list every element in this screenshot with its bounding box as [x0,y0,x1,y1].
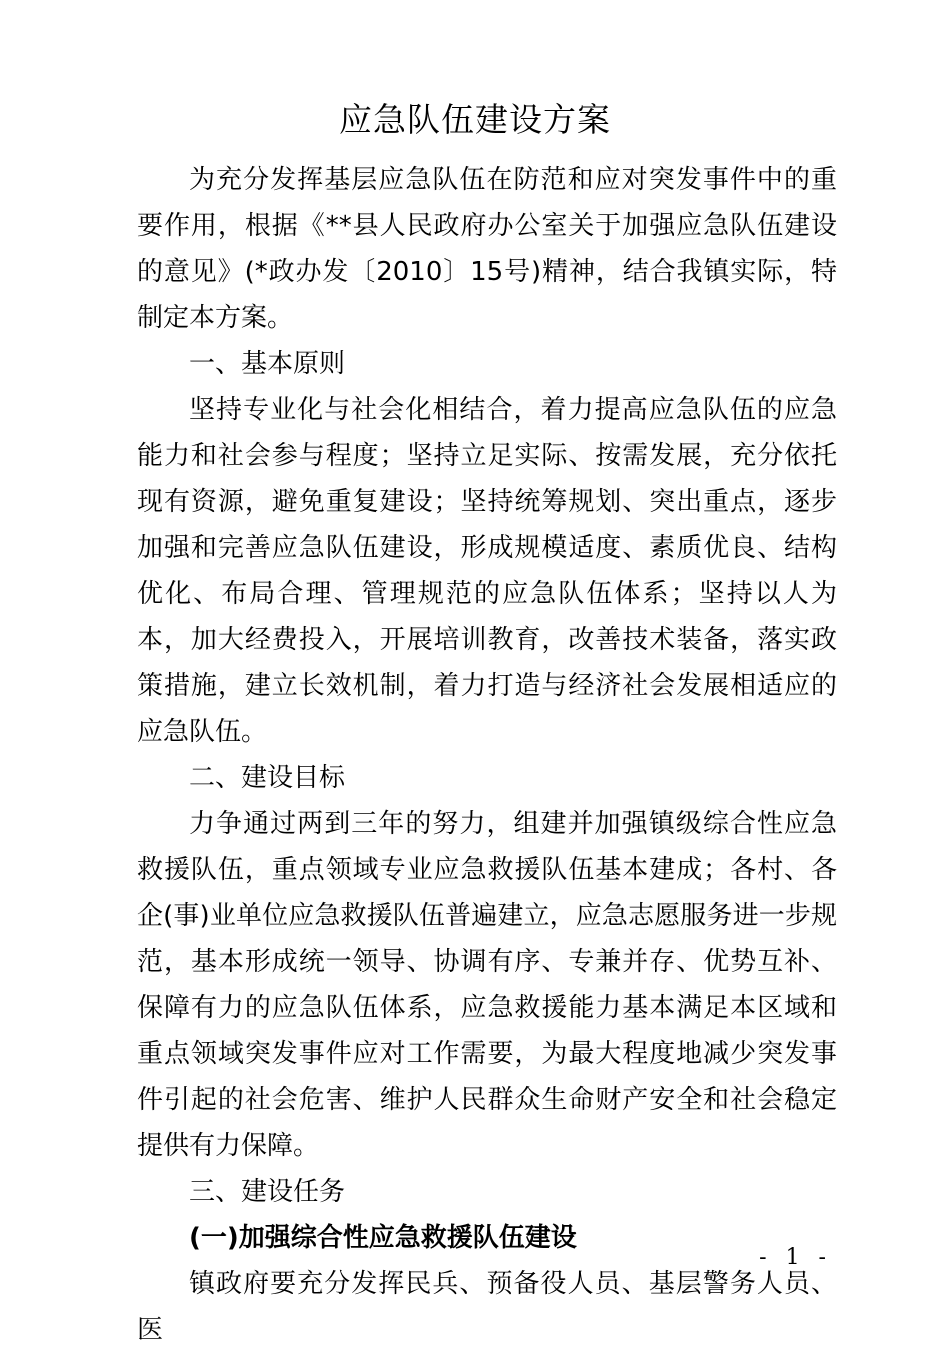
principles-paragraph: 坚持专业化与社会化相结合，着力提高应急队伍的应急能力和社会参与程度；坚持立足实际、按需发展，充分依托现有资源，避免重复建设；坚持统筹规划、突出重点，逐步加强和完善应急队伍建设，形成规模适度、素质优良、结构优化、布局合理、管理规范的应急队伍体系；坚持以人为本，加大经费投入，开展培训教育，改善技术装备，落实政策措施，建立长效机制，着力打造与经济社会发展相适应的应急队伍。 [137,395,837,747]
goals-paragraph: 力争通过两到三年的努力，组建并加强镇级综合性应急救援队伍，重点领域专业应急救援队伍基本建成；各村、各企(事)业单位应急救援队伍普遍建立，应急志愿服务进一步规范，基本形成统一领导、协调有序、专兼并存、优势互补、保障有力的应急队伍体系，应急救援能力基本满足本区域和重点领域突发事件应对工作需要，为最大程度地减少突发事件引起的社会危害、维护人民群众生命财产安全和社会稳定提供有力保障。 [137,809,837,1161]
section-heading-tasks: 三、建设任务 [189,1177,346,1207]
document-body [137,157,837,1353]
intro-paragraph: 为充分发挥基层应急队伍在防范和应对突发事件中的重要作用，根据《**县人民政府办公室关于加强应急队伍建设的意见》(*政办发〔2010〕15号)精神，结合我镇实际，特制定本方案。 [137,165,837,333]
tasks-paragraph: 镇政府要充分发挥民兵、预备役人员、基层警务人员、医 [137,1269,837,1345]
document-title: 应急队伍建设方案 [339,100,611,139]
subsection-heading-comprehensive-team: (一)加强综合性应急救援队伍建设 [189,1223,577,1253]
section-heading-goals: 二、建设目标 [189,763,346,793]
page-number: - 1 - [759,1245,832,1270]
section-heading-principles: 一、基本原则 [189,349,346,379]
